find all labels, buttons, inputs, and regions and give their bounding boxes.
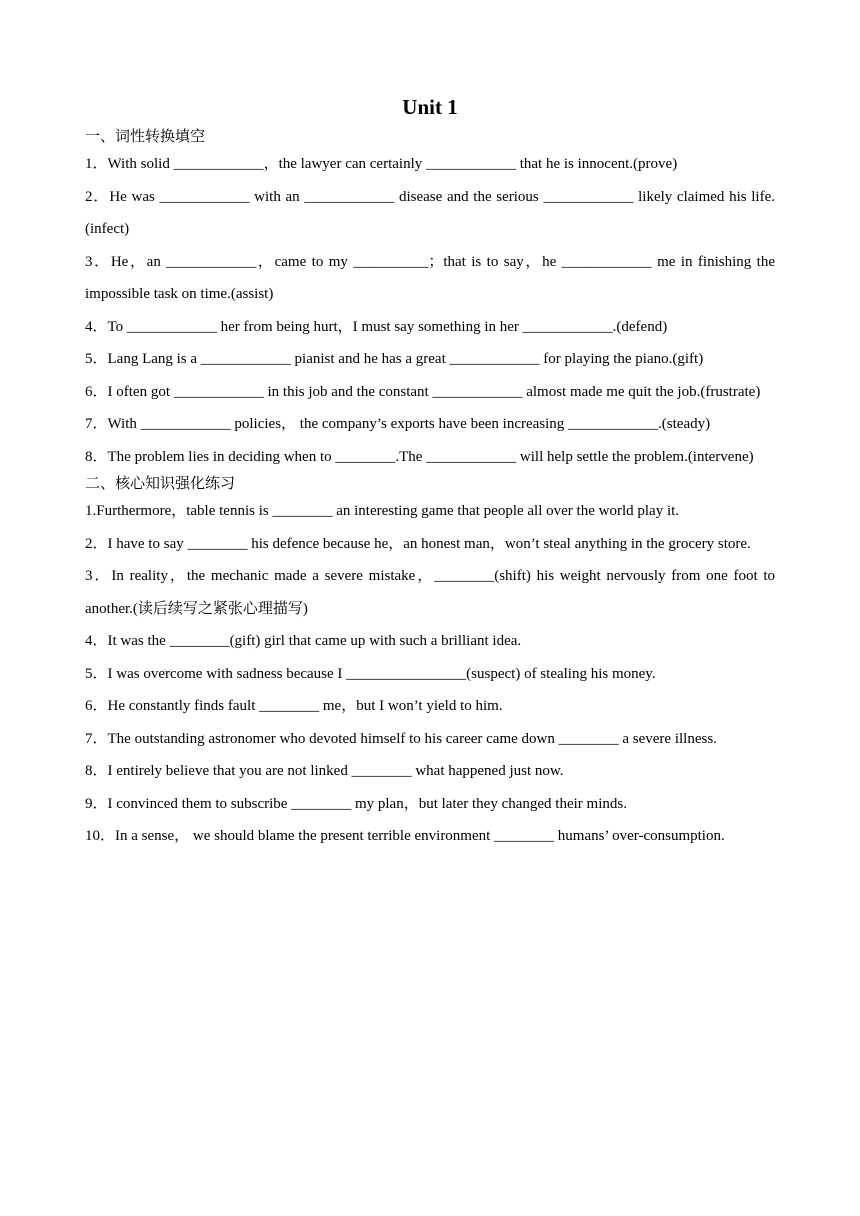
exercise-item: 10．In a sense， we should blame the present terrible environment ________ humans’ over-consumption. <box>85 828 725 844</box>
exercise-item: 4．It was the ________(gift) girl that came up with such a brilliant idea. <box>85 633 522 649</box>
section-heading-word-forms: 一、词性转换填空 <box>85 129 206 145</box>
exercise-item: 3．In reality，the mechanic made a severe mistake，________(shift) his weight nervously from one foot to another.(读后续写之紧张心理描写) <box>85 568 775 617</box>
exercise-item: 3．He，an ____________，came to my __________；that is to say，he ____________ me in finishing the impossible task on time.(assist) <box>85 253 775 302</box>
section-core-knowledge <box>85 495 775 853</box>
page-title: Unit 1 <box>402 95 458 119</box>
exercise-item: 1．With solid ____________，the lawyer can certainly ____________ that he is innocent.(prove) <box>85 156 678 172</box>
exercise-item: 2．I have to say ________ his defence because he，an honest man，won’t steal anything in the grocery store. <box>85 535 751 552</box>
exercise-item: 2．He was ____________ with an ____________ disease and the serious ____________ likely claimed his life.(infect) <box>85 188 775 237</box>
section-heading-core-knowledge: 二、核心知识强化练习 <box>85 476 236 492</box>
exercise-item: 4．To ____________ her from being hurt，I must say something in her ____________.(defend) <box>85 318 668 335</box>
exercise-item: 9．I convinced them to subscribe ________ my plan，but later they changed their minds. <box>85 795 627 812</box>
exercise-item: 8．The problem lies in deciding when to ________.The ____________ will help settle the problem.(intervene) <box>85 448 754 465</box>
exercise-item: 1.Furthermore，table tennis is ________ an interesting game that people all over the world play it. <box>85 503 680 519</box>
exercise-item: 5．I was overcome with sadness because I ________________(suspect) of stealing his money. <box>85 665 656 682</box>
exercise-item: 6．He constantly finds fault ________ me，but I won’t yield to him. <box>85 698 503 714</box>
exercise-item: 5．Lang Lang is a ____________ pianist and he has a great ____________ for playing the piano.(gift) <box>85 351 704 367</box>
exercise-item: 6．I often got ____________ in this job and the constant ____________ almost made me quit the job.(frustrate) <box>85 383 761 400</box>
exercise-item: 8．I entirely believe that you are not linked ________ what happened just now. <box>85 763 564 779</box>
worksheet-page <box>85 92 775 853</box>
section-word-forms <box>85 148 775 473</box>
exercise-item: 7．With ____________ policies， the company’s exports have been increasing ____________.(steady) <box>85 416 711 432</box>
exercise-item: 7．The outstanding astronomer who devoted himself to his career came down ________ a severe illness. <box>85 730 717 747</box>
